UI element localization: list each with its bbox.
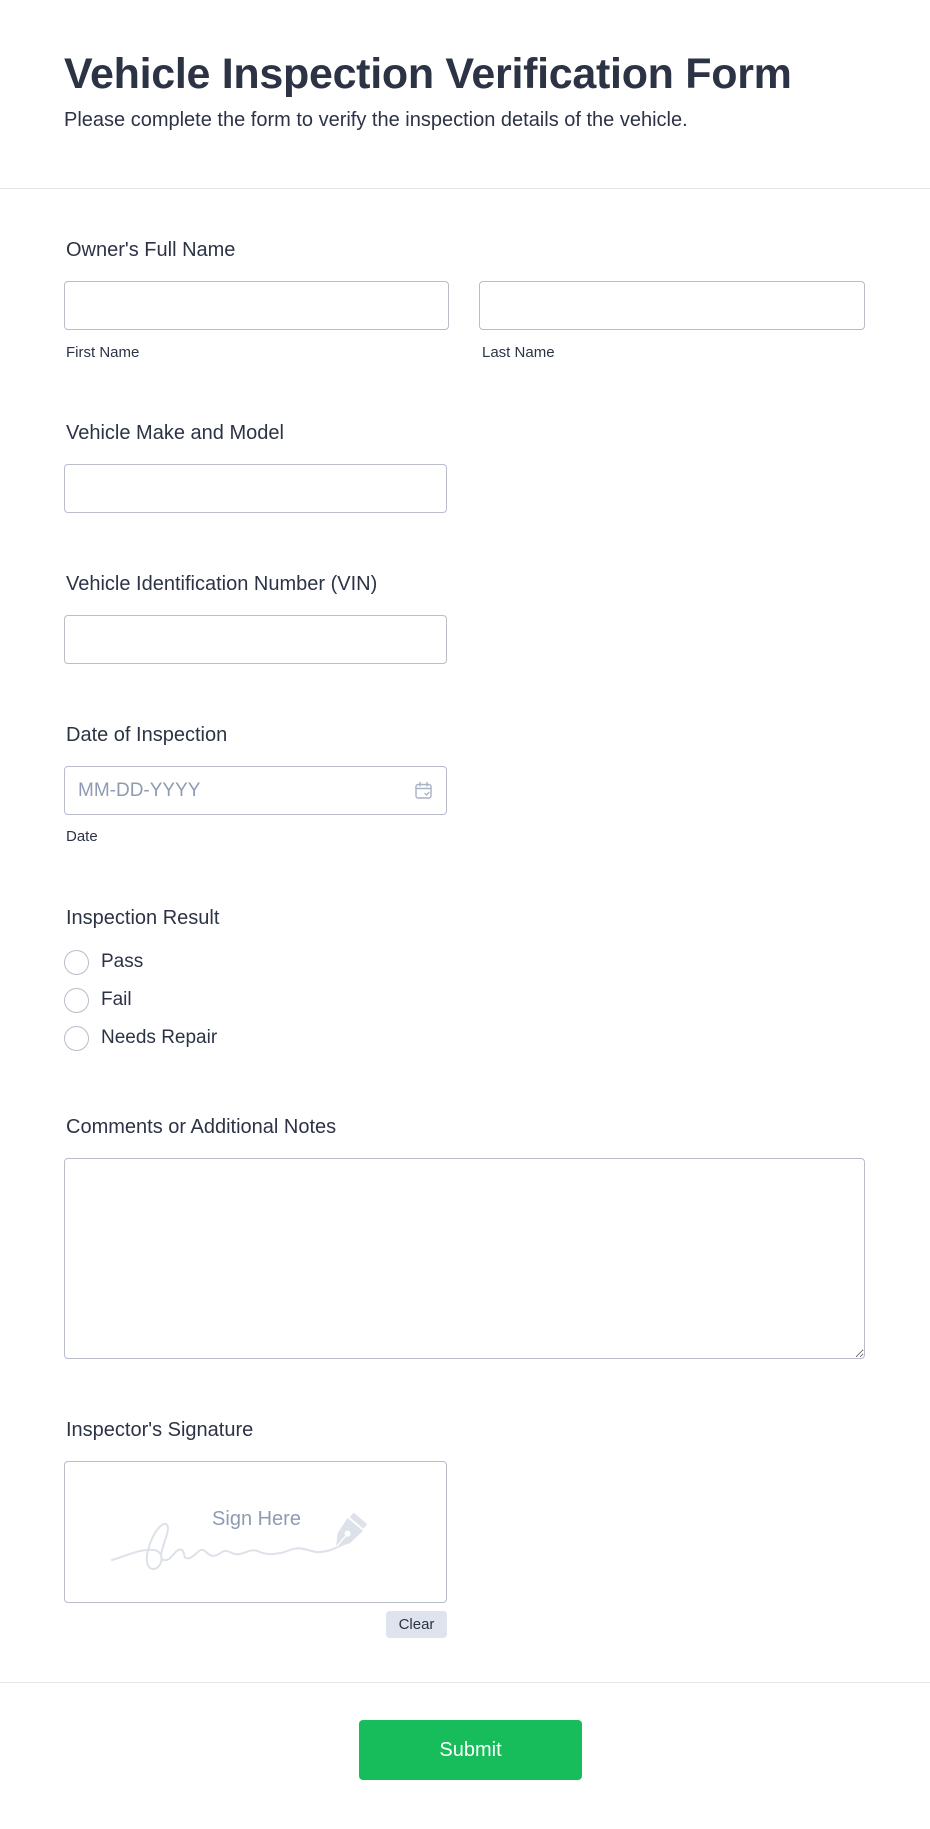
clear-signature-button[interactable]: Clear bbox=[386, 1611, 447, 1638]
last-name-sublabel: Last Name bbox=[482, 344, 555, 361]
calendar-icon[interactable] bbox=[414, 781, 433, 800]
vin-label: Vehicle Identification Number (VIN) bbox=[66, 573, 378, 595]
signature-placeholder: Sign Here bbox=[212, 1508, 301, 1530]
inspection-date-label: Date of Inspection bbox=[66, 724, 228, 746]
signature-label: Inspector's Signature bbox=[66, 1419, 254, 1441]
owner-name-label: Owner's Full Name bbox=[66, 239, 236, 261]
radio-label: Fail bbox=[101, 989, 132, 1010]
radio-label: Needs Repair bbox=[101, 1027, 218, 1048]
make-model-input[interactable] bbox=[64, 464, 447, 513]
first-name-input[interactable] bbox=[64, 281, 449, 330]
form-header bbox=[0, 0, 930, 189]
comments-textarea[interactable] bbox=[64, 1158, 865, 1359]
make-model-label: Vehicle Make and Model bbox=[66, 422, 284, 444]
radio-button[interactable] bbox=[64, 950, 89, 975]
radio-button[interactable] bbox=[64, 988, 89, 1013]
radio-option-fail[interactable] bbox=[64, 987, 132, 1013]
submit-button[interactable]: Submit bbox=[359, 1720, 582, 1780]
comments-label: Comments or Additional Notes bbox=[66, 1116, 337, 1138]
radio-button[interactable] bbox=[64, 1026, 89, 1051]
form-footer-divider bbox=[0, 1682, 930, 1683]
radio-label: Pass bbox=[101, 951, 144, 972]
form-title: Vehicle Inspection Verification Form bbox=[64, 50, 792, 98]
radio-option-needs-repair[interactable] bbox=[64, 1025, 217, 1051]
inspection-date-input[interactable] bbox=[64, 766, 447, 815]
pen-nib-icon bbox=[110, 1512, 410, 1592]
inspection-result-label: Inspection Result bbox=[66, 907, 220, 929]
form-subtitle: Please complete the form to verify the inspection details of the vehicle. bbox=[64, 109, 688, 131]
inspection-date-sublabel: Date bbox=[66, 828, 98, 845]
last-name-input[interactable] bbox=[479, 281, 865, 330]
radio-option-pass[interactable] bbox=[64, 949, 143, 975]
signature-pad[interactable] bbox=[64, 1461, 447, 1603]
first-name-sublabel: First Name bbox=[66, 344, 140, 361]
vin-input[interactable] bbox=[64, 615, 447, 664]
